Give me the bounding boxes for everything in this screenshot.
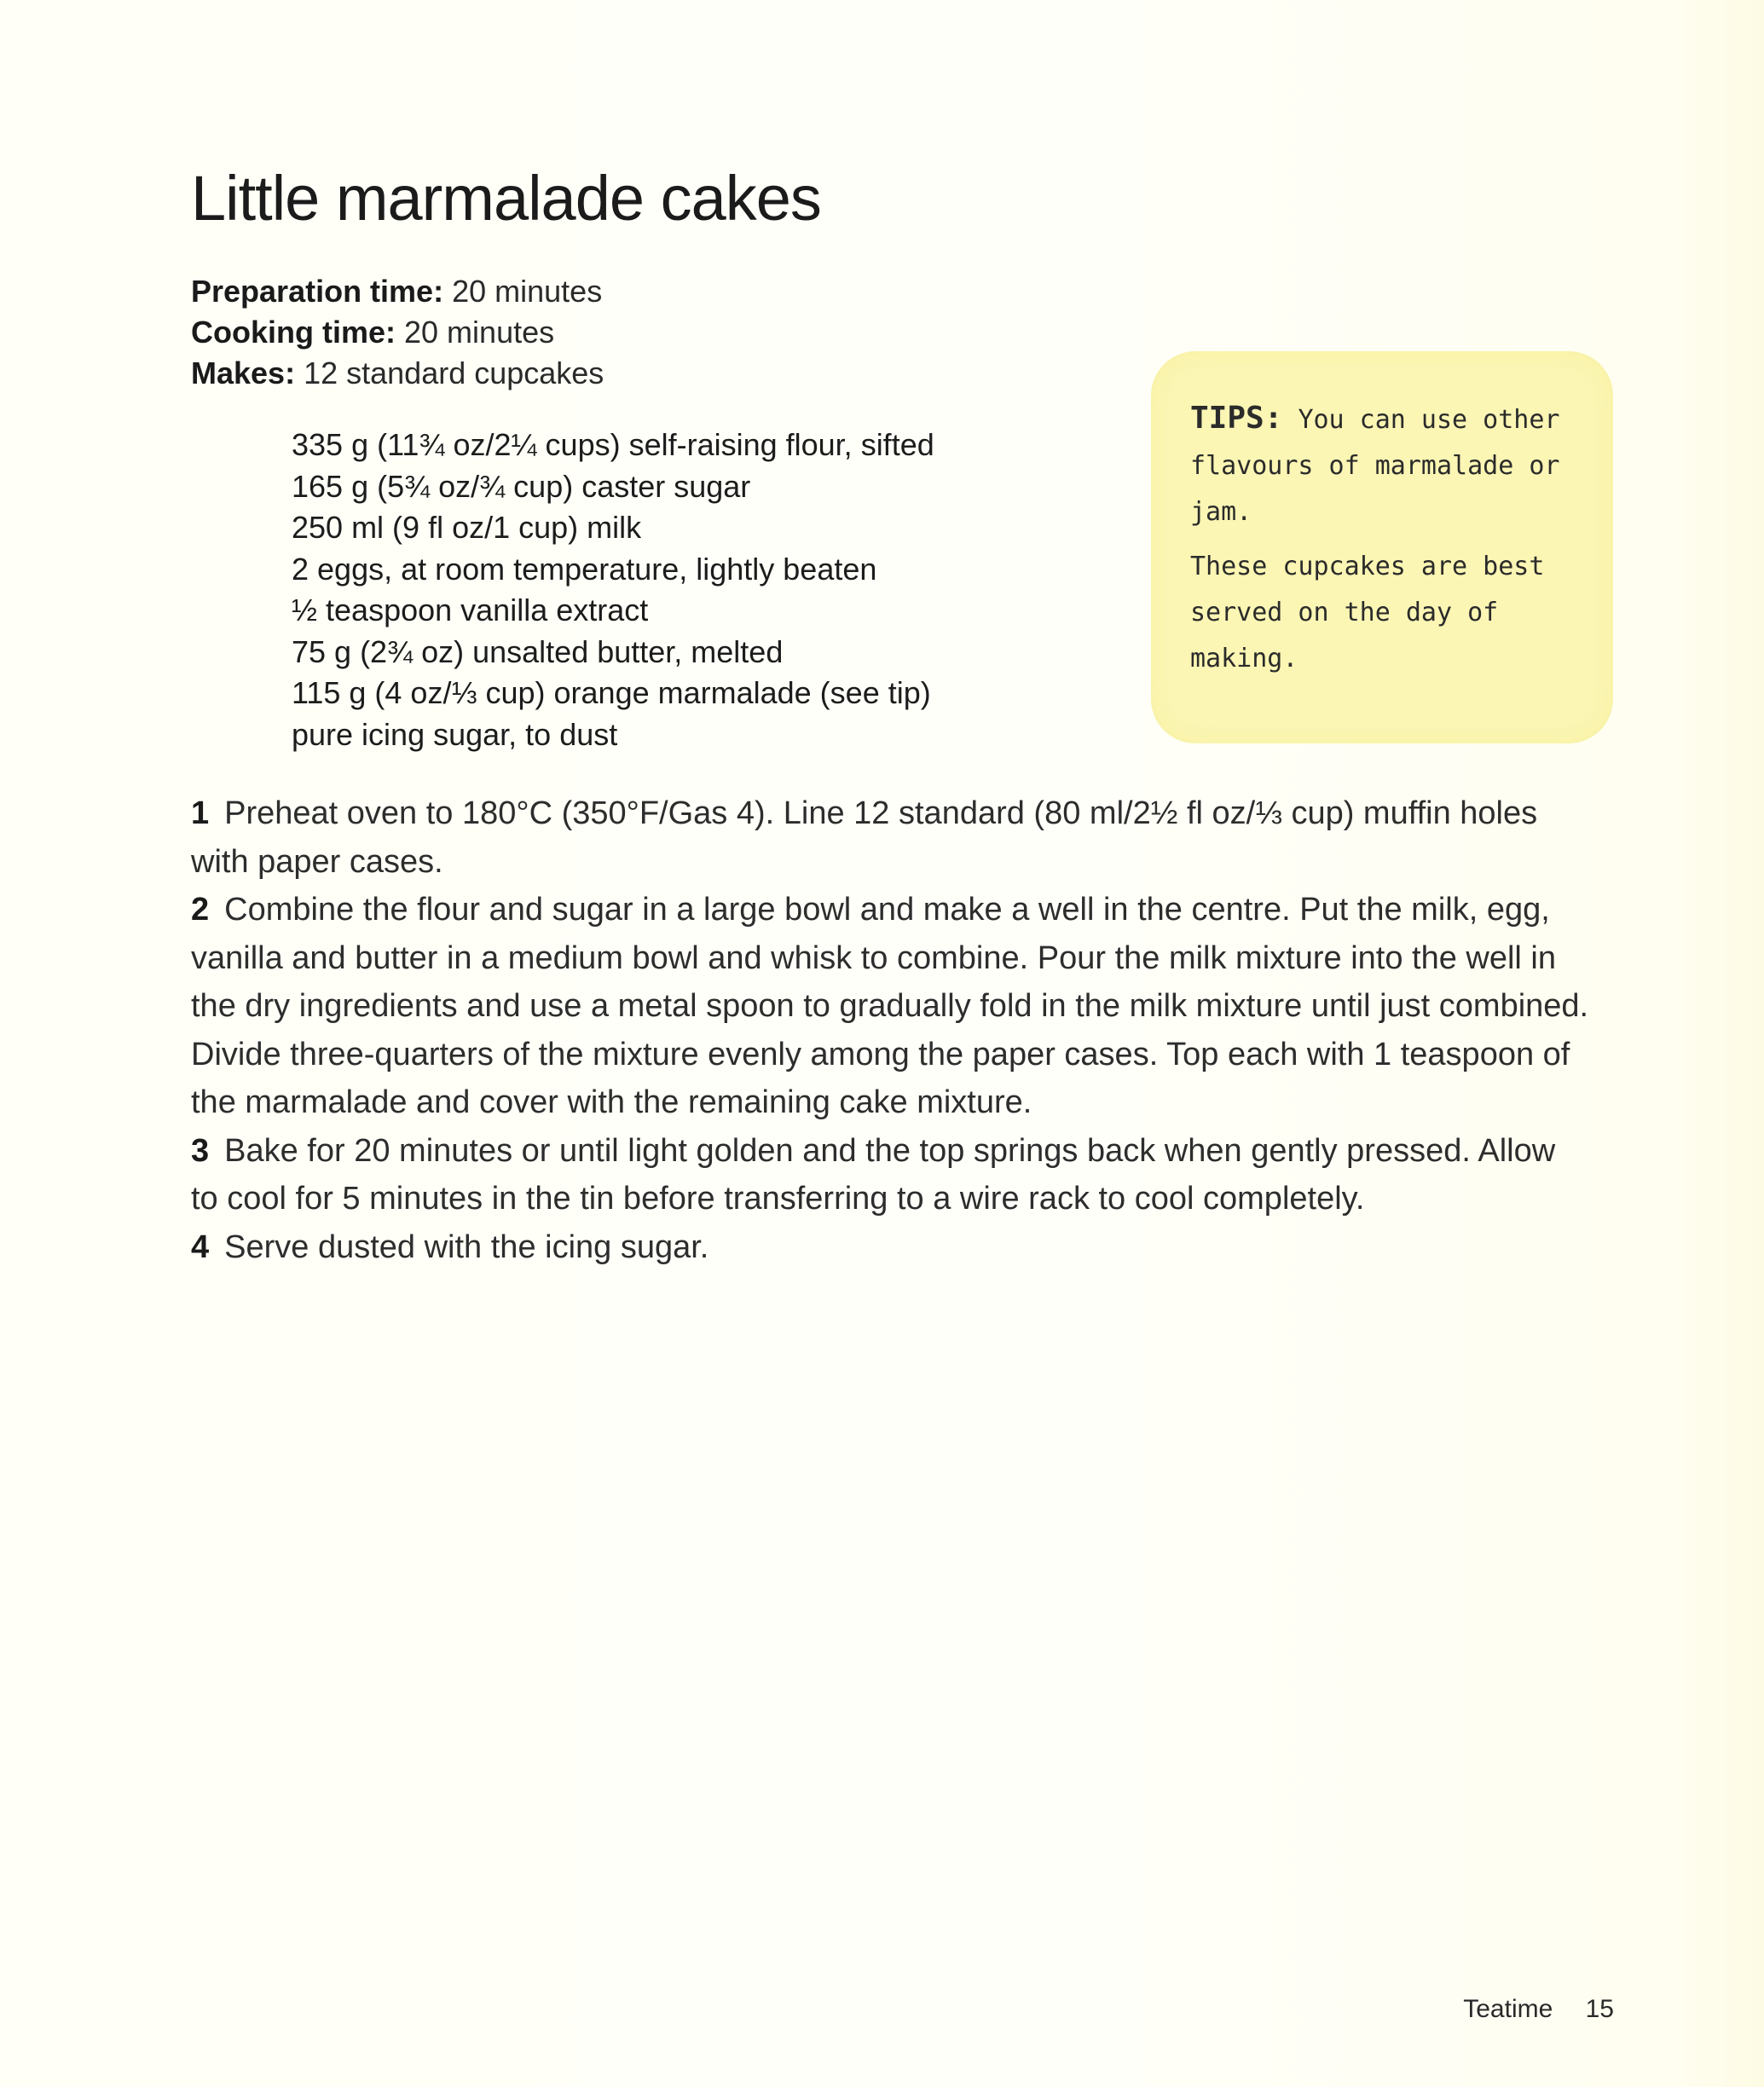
- prep-time-value: 20 minutes: [452, 274, 603, 309]
- step-text: Preheat oven to 180°C (350°F/Gas 4). Line 12 standard (80 ml/2½ fl oz/⅓ cup) muffin holes with paper cases.: [191, 795, 1538, 880]
- step-number: 2: [191, 892, 210, 928]
- tips-label: TIPS:: [1190, 401, 1283, 436]
- recipe-meta: [191, 271, 604, 394]
- ingredient-item: 335 g (11¾ oz/2¼ cups) self-raising flour, sifted: [292, 427, 934, 462]
- ingredients-list: [292, 425, 934, 755]
- step-text: Bake for 20 minutes or until light golden and the top springs back when gently pressed. Allow to cool for 5 minutes in the tin before transferring to a wire rack to cool completely.: [191, 1132, 1556, 1217]
- step-text: Serve dusted with the icing sugar.: [224, 1228, 709, 1265]
- page-footer: [1463, 1995, 1614, 2024]
- tips-box: [1151, 351, 1613, 743]
- ingredient-item: 165 g (5¾ oz/¾ cup) caster sugar: [292, 468, 751, 504]
- step-text: Combine the flour and sugar in a large bowl and make a well in the centre. Put the milk, egg, vanilla and butter in a medium bowl and whisk to combine. Pour the milk mixture into the well in the dry ingredients and use a metal spoon to gradually fold in the milk mixture until just combined. Divide three-quarters of the mixture evenly among the paper cases. Top each with 1 teaspoon of the marmalade and cover with the remaining cake mixture.: [191, 892, 1589, 1120]
- method-step: [191, 886, 1589, 1127]
- makes-row: [191, 353, 604, 394]
- tips-paragraph-1: [1190, 396, 1574, 535]
- ingredient-item: 2 eggs, at room temperature, lightly beaten: [292, 551, 877, 587]
- ingredient-item: ½ teaspoon vanilla extract: [292, 593, 649, 627]
- makes-value: 12 standard cupcakes: [304, 356, 604, 390]
- ingredient-item: 250 ml (9 fl oz/1 cup) milk: [292, 510, 642, 545]
- ingredient-item: pure icing sugar, to dust: [292, 716, 618, 752]
- method-step: [191, 789, 1589, 886]
- recipe-title: Little marmalade cakes: [191, 163, 821, 234]
- ingredient-item: 115 g (4 oz/⅓ cup) orange marmalade (see tip): [292, 675, 931, 710]
- cook-time-label: Cooking time:: [191, 315, 396, 350]
- method-step: [191, 1223, 1589, 1272]
- method-step: [191, 1127, 1589, 1223]
- step-number: 4: [191, 1228, 210, 1265]
- ingredient-item: 75 g (2¾ oz) unsalted butter, melted: [292, 633, 784, 669]
- cook-time-row: [191, 312, 604, 353]
- prep-time-row: [191, 271, 604, 312]
- tips-paragraph-2: These cupcakes are best served on the day of making.: [1190, 552, 1545, 674]
- prep-time-label: Preparation time:: [191, 274, 444, 309]
- section-name: Teatime: [1463, 1995, 1553, 2023]
- page-number: 15: [1585, 1995, 1614, 2023]
- step-number: 1: [191, 795, 210, 831]
- tips-text-1: You can use other flavours of marmalade or jam.: [1190, 405, 1560, 527]
- cook-time-value: 20 minutes: [404, 315, 555, 350]
- step-number: 3: [191, 1132, 210, 1169]
- makes-label: Makes:: [191, 356, 296, 390]
- method-steps: [191, 789, 1589, 1271]
